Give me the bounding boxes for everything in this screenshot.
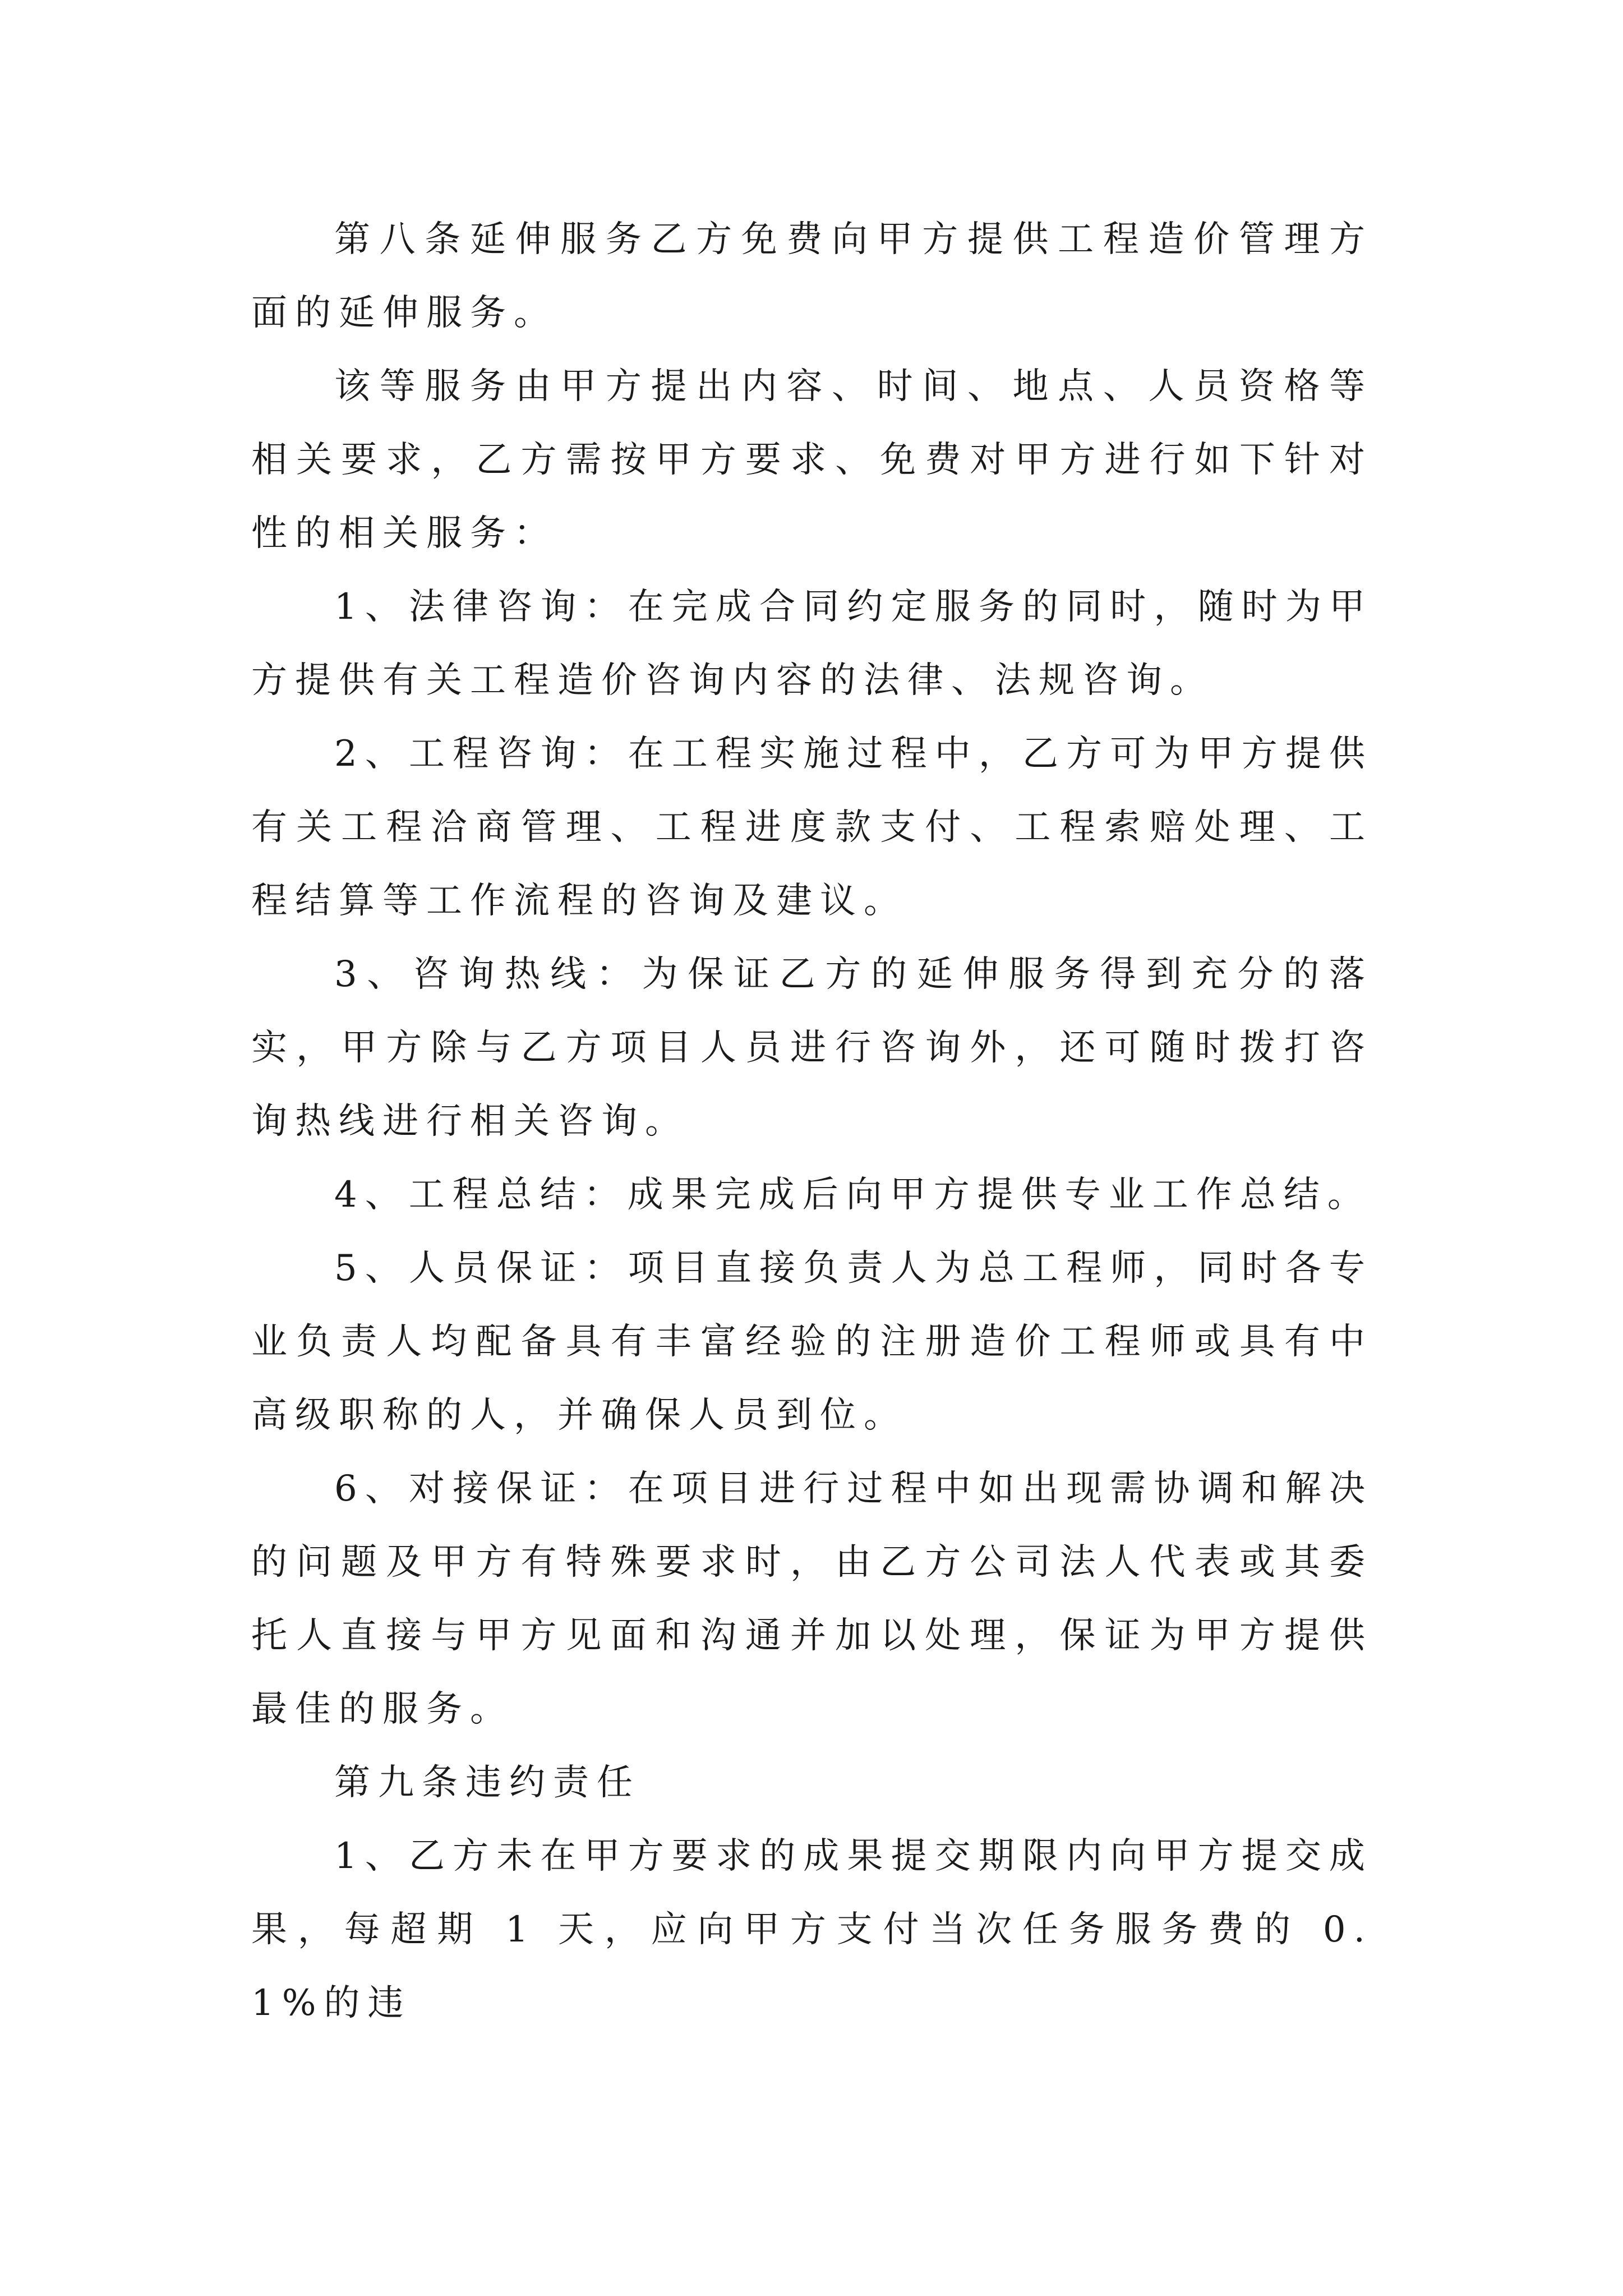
paragraph-article-8-title: 第八条延伸服务乙方免费向甲方提供工程造价管理方面的延伸服务。 [251,219,1373,334]
paragraph-engineering-summary: 4、工程总结：成果完成后向甲方提供专业工作总结。 [334,1174,1371,1216]
document-body [251,203,1373,2040]
paragraph-legal-consulting: 1、法律咨询：在完成合同约定服务的同时，随时为甲方提供有关工程造价咨询内容的法律、法规咨询。 [251,586,1373,701]
paragraph-breach-delay: 1、乙方未在甲方要求的成果提交期限内向甲方提交成果，每超期 1 天，应向甲方支付当次任务服务费的 0.1%的违 [251,1835,1373,2024]
paragraph-liaison-guarantee: 6、对接保证：在项目进行过程中如出现需协调和解决的问题及甲方有特殊要求时，由乙方公司法人代表或其委托人直接与甲方见面和沟通并加以处理，保证为甲方提供最佳的服务。 [251,1468,1373,1730]
paragraph-personnel-guarantee: 5、人员保证：项目直接负责人为总工程师，同时各专业负责人均配备具有丰富经验的注册造价工程师或具有中高级职称的人，并确保人员到位。 [251,1248,1373,1436]
paragraph-consulting-hotline: 3、咨询热线：为保证乙方的延伸服务得到充分的落实，甲方除与乙方项目人员进行咨询外，还可随时拨打咨询热线进行相关咨询。 [251,954,1373,1142]
paragraph-article-9-title: 第九条违约责任 [334,1762,640,1803]
paragraph-service-requirements: 该等服务由甲方提出内容、时间、地点、人员资格等相关要求，乙方需按甲方要求、免费对甲方进行如下针对性的相关服务： [251,366,1373,554]
paragraph-engineering-consulting: 2、工程咨询：在工程实施过程中，乙方可为甲方提供有关工程洽商管理、工程进度款支付、工程索赔处理、工程结算等工作流程的咨询及建议。 [251,733,1373,922]
